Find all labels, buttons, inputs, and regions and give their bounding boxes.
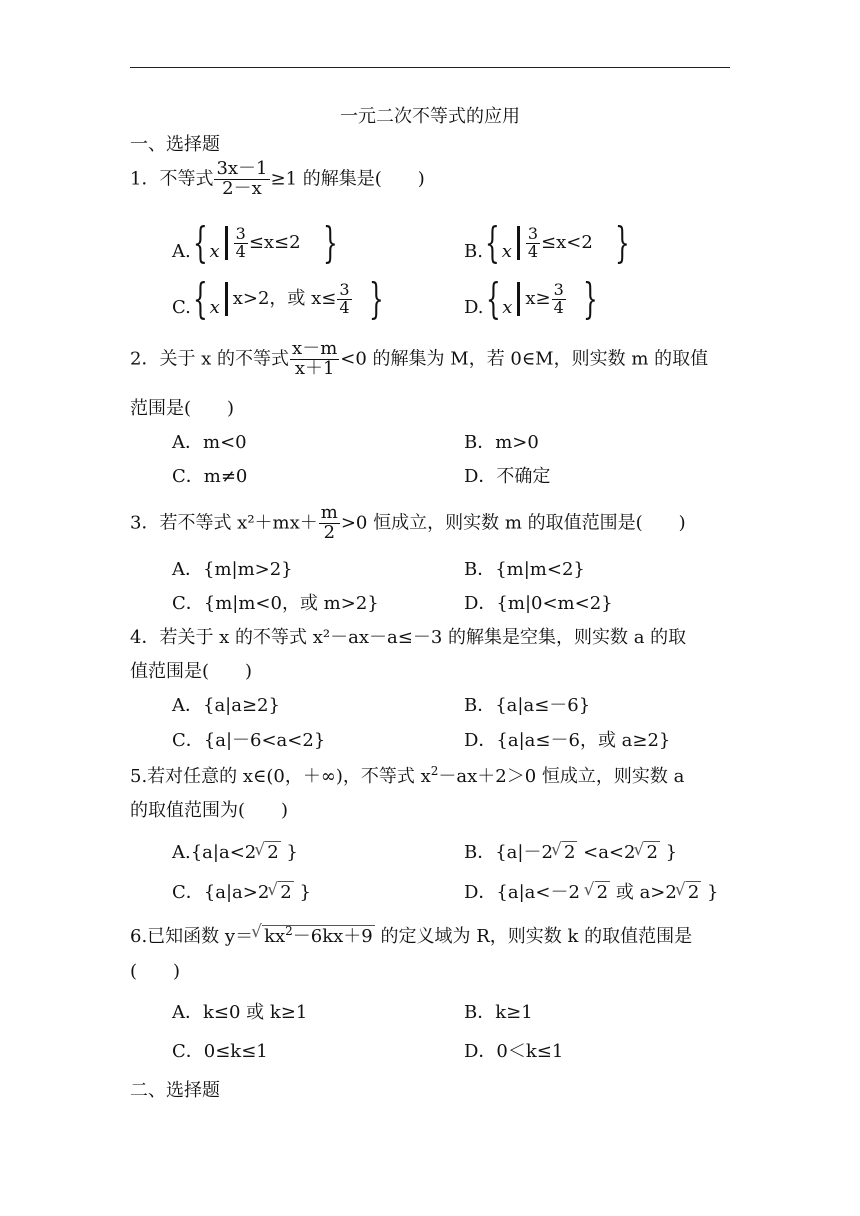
q2-option-c[interactable]: C．m≠0 <box>172 466 248 487</box>
question-5-stem-line2: 的取值范围为( ) <box>130 800 289 821</box>
q1-option-c[interactable]: C. { x x>2，或 x≤ $\frac{3}{4}$ } <box>172 274 384 323</box>
q3-option-b[interactable]: B．{m|m<2} <box>464 559 585 580</box>
q4-option-c[interactable]: C．{a|－6<a<2} <box>172 730 326 751</box>
question-5-stem: 5.若对任意的 x∈(0，＋∞)，不等式 $x^2-ax+2>0$ 恒成立，则实数 a <box>130 764 685 787</box>
question-6-stem-line2: ( ) <box>130 961 181 982</box>
q4-option-a[interactable]: A．{a|a≥2} <box>172 695 280 716</box>
sqrt-symbol: √ 2 <box>553 842 577 864</box>
q3-fraction: $\frac{m}{2}$ <box>320 502 338 543</box>
section-heading-1: 一、选择题 <box>130 134 220 155</box>
q3-option-d[interactable]: D．{m|0<m<2} <box>464 593 613 614</box>
question-1-stem: 1．不等式 $\frac{3x-1}{2-x}$ ≥1 的解集是( ) <box>130 158 425 199</box>
q5-option-d[interactable]: D．{a|a<－2 √ 2 或 a>2√ 2 } <box>464 882 718 904</box>
q1-option-b[interactable]: B. { x $\frac{3}{4}$ ≤x<2 } <box>464 218 630 267</box>
sqrt-symbol: √ 2 <box>256 842 280 864</box>
q2-option-a[interactable]: A．m<0 <box>172 432 247 453</box>
q6-option-d[interactable]: D．0＜k≤1 <box>464 1041 564 1062</box>
q5-option-a[interactable]: A.{a|a<2√ 2 } <box>172 842 298 864</box>
question-4-stem-line2: 值范围是( ) <box>130 661 253 682</box>
q1-fraction: $\frac{3x-1}{2-x}$ <box>216 158 268 199</box>
question-6-stem: 6.已知函数 y＝√ $kx^2-6kx+9$ 的定义域为 R，则实数 k 的取值范围是 <box>130 924 692 948</box>
question-2-stem: 2．关于 x 的不等式 $\frac{x-m}{x+1}$ <0 的解集为 M，若 0∈M，则实数 m 的取值 <box>130 338 709 379</box>
q5-option-b[interactable]: B．{a|－2√ 2 <a<2√ 2 } <box>464 842 677 864</box>
q2-fraction: $\frac{x-m}{x+1}$ <box>292 338 338 379</box>
sqrt-symbol: √ 2 <box>635 842 659 864</box>
q3-option-c[interactable]: C．{m|m<0，或 m>2} <box>172 593 379 614</box>
question-2-stem-line2: 范围是( ) <box>130 398 235 419</box>
question-4-stem: 4．若关于 x 的不等式 x²－ax－a≤－3 的解集是空集，则实数 a 的取 <box>130 627 687 648</box>
q4-option-d[interactable]: D．{a|a≤－6，或 a≥2} <box>464 730 671 751</box>
sqrt-symbol: √ 2 <box>269 882 293 904</box>
q3-option-a[interactable]: A．{m|m>2} <box>172 559 293 580</box>
q6-option-b[interactable]: B．k≥1 <box>464 1002 533 1023</box>
page-title: 一元二次不等式的应用 <box>340 106 520 127</box>
q1-option-d[interactable]: D. { x x≥ $\frac{3}{4}$ } <box>464 274 598 323</box>
q6-option-c[interactable]: C．0≤k≤1 <box>172 1041 268 1062</box>
q1-option-a[interactable]: A. { x $\frac{3}{4}$ ≤x≤2 } <box>172 218 338 267</box>
q2-option-d[interactable]: D．不确定 <box>464 466 551 487</box>
sqrt-symbol: √ $kx^2-6kx+9$ <box>253 924 375 948</box>
q2-option-b[interactable]: B．m>0 <box>464 432 539 453</box>
section-heading-2: 二、选择题 <box>130 1080 220 1101</box>
q4-option-b[interactable]: B．{a|a≤－6} <box>464 695 591 716</box>
sqrt-symbol: √ 2 <box>677 882 701 904</box>
question-3-stem: 3．若不等式 x²＋mx＋ $\frac{m}{2}$ >0 恒成立，则实数 m 的取值范围是( ) <box>130 502 686 543</box>
q5-option-c[interactable]: C．{a|a>2√ 2 } <box>172 882 311 904</box>
header-rule <box>130 67 730 68</box>
sqrt-symbol: √ 2 <box>586 882 610 904</box>
q6-option-a[interactable]: A．k≤0 或 k≥1 <box>172 1002 308 1023</box>
